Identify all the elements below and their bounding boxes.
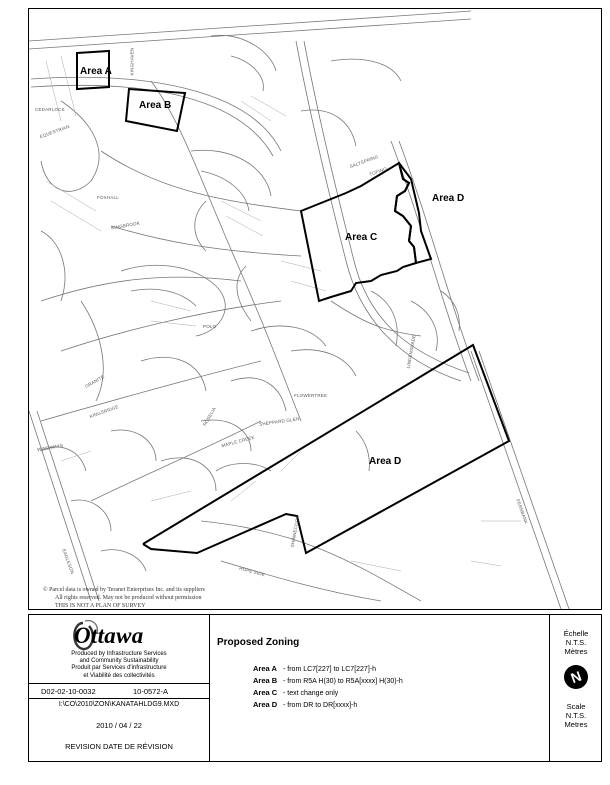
document-numbers bbox=[29, 683, 209, 699]
zoning-row: Area C - text change only bbox=[253, 688, 339, 697]
street-label: FOXHALL bbox=[97, 195, 119, 200]
notice-line: THIS IS NOT A PLAN OF SURVEY bbox=[55, 603, 146, 609]
street-label: WINDWAYS bbox=[36, 442, 64, 453]
street-label: KINGBROOK bbox=[110, 220, 141, 231]
proposed-zoning-title: Proposed Zoning bbox=[217, 637, 300, 648]
area-a-label: Area A bbox=[80, 66, 112, 77]
street-label: MAPLE CREEK bbox=[220, 434, 256, 449]
scale-en: Scale N.T.S. Metres bbox=[564, 702, 588, 729]
scale-fr: Échelle N.T.S. Mètres bbox=[563, 629, 589, 656]
street-label: EQUESTRIAN bbox=[39, 123, 71, 140]
scale-panel bbox=[549, 615, 602, 761]
street-label: POLO bbox=[203, 324, 217, 329]
producer-panel bbox=[29, 615, 210, 761]
street-map bbox=[29, 9, 601, 609]
street-label: SALTSPRING bbox=[349, 153, 380, 170]
area-d-main-boundary bbox=[143, 345, 509, 553]
title-block bbox=[28, 614, 602, 762]
copyright-icon: © bbox=[43, 587, 48, 593]
file-number: D02-02-10-0032 bbox=[41, 687, 96, 696]
zoning-row: Area D - from DR to DR[xxxx]-h bbox=[253, 700, 358, 709]
street-label: KINGSRIDGE bbox=[89, 403, 120, 420]
copyright-notice bbox=[43, 586, 205, 610]
zoning-row: Area B - from R5A H(30) to R5A[xxxx] H(30)-h bbox=[253, 676, 403, 685]
file-path: I:\CO\2010\ZON\KANATAHLDG9.MXD bbox=[58, 701, 180, 708]
street-label: FERNBANK bbox=[515, 498, 529, 525]
street-label: SHEPPARD GLEN bbox=[258, 416, 300, 427]
notice-line: All rights reserved. May not be produced without permission bbox=[55, 595, 202, 601]
street-label: EAGLESON bbox=[61, 548, 76, 575]
map-number: 10-0572-A bbox=[133, 687, 169, 696]
map-date: 2010 / 04 / 22 bbox=[96, 721, 142, 730]
area-c-label: Area C bbox=[345, 232, 378, 243]
map-frame bbox=[28, 8, 602, 610]
street-label: LINDENSHADE bbox=[405, 334, 417, 369]
producer-text: Produced by Infrastructure Services and Community Sustainability Produit par Services d'infrastructure et Viabilité des collectivités bbox=[71, 651, 167, 679]
street-label: SHINNECOCK bbox=[289, 515, 301, 548]
area-d-top-boundary bbox=[395, 163, 431, 263]
zoning-row: Area A - from LC7[227] to LC7[227]-h bbox=[253, 664, 376, 673]
area-d-main-label: Area D bbox=[369, 456, 402, 467]
street-label: FLOWERTREE bbox=[294, 393, 328, 398]
north-arrow-icon: N bbox=[561, 662, 592, 693]
ottawa-logo: Ottawa bbox=[74, 623, 144, 648]
street-label: GRANITE bbox=[84, 373, 106, 390]
revision-date-label: REVISION DATE DE RÉVISION bbox=[65, 742, 173, 751]
street-label: CEDARLOCK bbox=[35, 107, 65, 112]
street-label: HOPE SIDE bbox=[238, 565, 266, 578]
street-label: ROSELIA bbox=[202, 406, 217, 427]
street-label: TOFINO bbox=[368, 166, 388, 177]
street-label: KINGHAVEN bbox=[129, 47, 135, 76]
area-d-top-label: Area D bbox=[432, 193, 465, 204]
notice-line: Parcel data is owned by Teranet Enterprises Inc. and its suppliers bbox=[49, 587, 205, 593]
area-b-label: Area B bbox=[139, 100, 172, 111]
proposed-zoning-panel bbox=[209, 615, 547, 761]
